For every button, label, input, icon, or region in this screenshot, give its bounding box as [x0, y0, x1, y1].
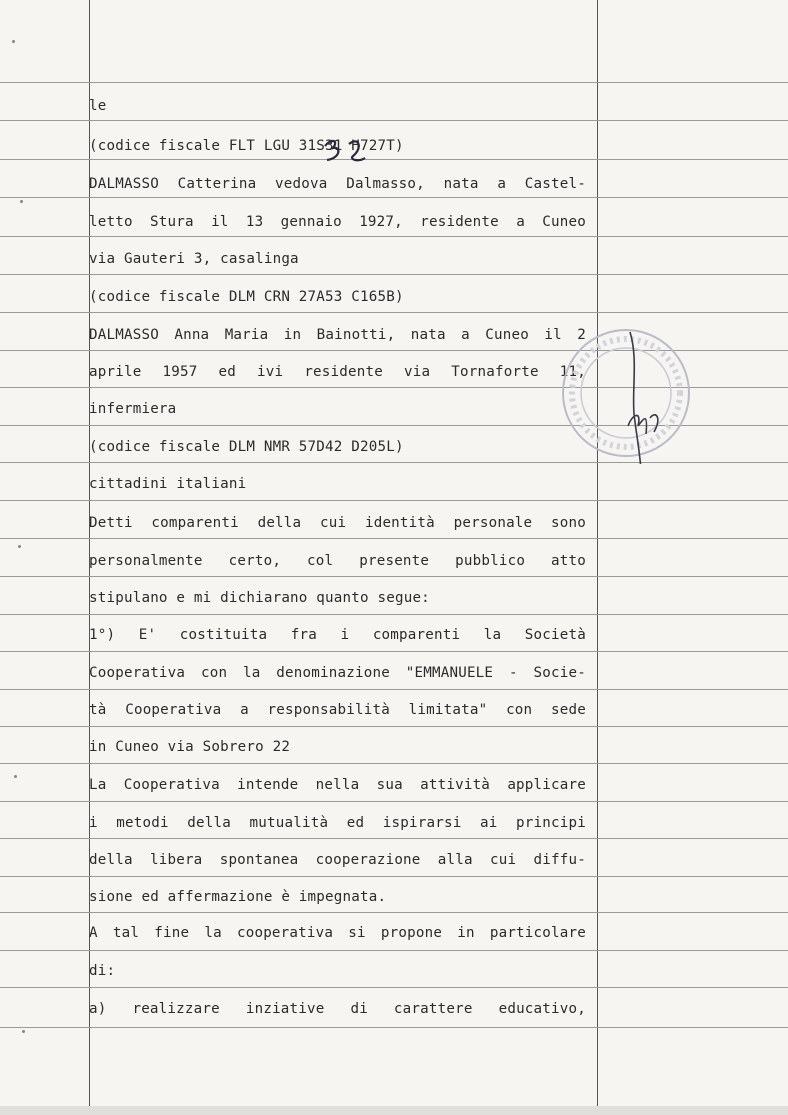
ruled-line: [0, 159, 788, 160]
ruled-line: [0, 876, 788, 877]
ruled-line: [0, 801, 788, 802]
ruled-line: [0, 950, 788, 951]
text-line: La Cooperativa intende nella sua attività applicare: [89, 777, 586, 793]
ruled-line: [0, 274, 788, 275]
text-line: in Cuneo via Sobrero 22: [89, 739, 291, 755]
text-line: (codice fiscale FLT LGU 31S31 H727T): [89, 138, 404, 154]
ruled-line: [0, 197, 788, 198]
ruled-line: [0, 987, 788, 988]
text-line: di:: [89, 963, 116, 979]
ruled-line: [0, 838, 788, 839]
text-line: letto Stura il 13 gennaio 1927, residente a Cuneo: [89, 214, 586, 230]
ruled-line: [0, 236, 788, 237]
ruled-line: [0, 689, 788, 690]
text-line: personalmente certo, col presente pubblico atto: [89, 553, 586, 569]
text-line: i metodi della mutualità ed ispirarsi ai principi: [89, 815, 586, 831]
text-line: (codice fiscale DLM NMR 57D42 D205L): [89, 439, 404, 455]
text-line: via Gauteri 3, casalinga: [89, 251, 299, 267]
ruled-line: [0, 82, 788, 83]
ruled-line: [0, 1027, 788, 1028]
handwritten-correction-icon: [319, 134, 379, 170]
notary-seal-icon: [546, 318, 692, 464]
ruled-line: [0, 726, 788, 727]
text-line: tà Cooperativa a responsabilità limitata" con sede: [89, 702, 586, 718]
ruled-line: [0, 912, 788, 913]
right-margin-line: [597, 0, 598, 1115]
ruled-line: [0, 763, 788, 764]
text-line: (codice fiscale DLM CRN 27A53 C165B): [89, 289, 404, 305]
ruled-line: [0, 538, 788, 539]
text-line: 1°) E' costituita fra i comparenti la Società: [89, 627, 586, 643]
text-line: infermiera: [89, 401, 177, 417]
text-line: Detti comparenti della cui identità personale sono: [89, 515, 586, 531]
text-line: DALMASSO Catterina vedova Dalmasso, nata a Castel-: [89, 176, 586, 192]
text-line: aprile 1957 ed ivi residente via Tornaforte 11,: [89, 364, 586, 380]
ruled-line: [0, 576, 788, 577]
ruled-line: [0, 500, 788, 501]
ruled-line: [0, 312, 788, 313]
page-bottom-edge: [0, 1106, 788, 1115]
text-line: stipulano e mi dichiarano quanto segue:: [89, 590, 430, 606]
text-line: Cooperativa con la denominazione "EMMANUELE - Socie-: [89, 665, 586, 681]
text-line: DALMASSO Anna Maria in Bainotti, nata a Cuneo il 2: [89, 327, 586, 343]
ruled-line: [0, 614, 788, 615]
text-line: a) realizzare inziative di carattere educativo,: [89, 1001, 586, 1017]
ruled-line: [0, 120, 788, 121]
text-line: A tal fine la cooperativa si propone in particolare: [89, 925, 586, 941]
text-line: sione ed affermazione è impegnata.: [89, 889, 387, 905]
text-line: della libera spontanea cooperazione alla cui diffu-: [89, 852, 586, 868]
text-line: le: [89, 98, 107, 114]
text-line: cittadini italiani: [89, 476, 247, 492]
ruled-line: [0, 651, 788, 652]
